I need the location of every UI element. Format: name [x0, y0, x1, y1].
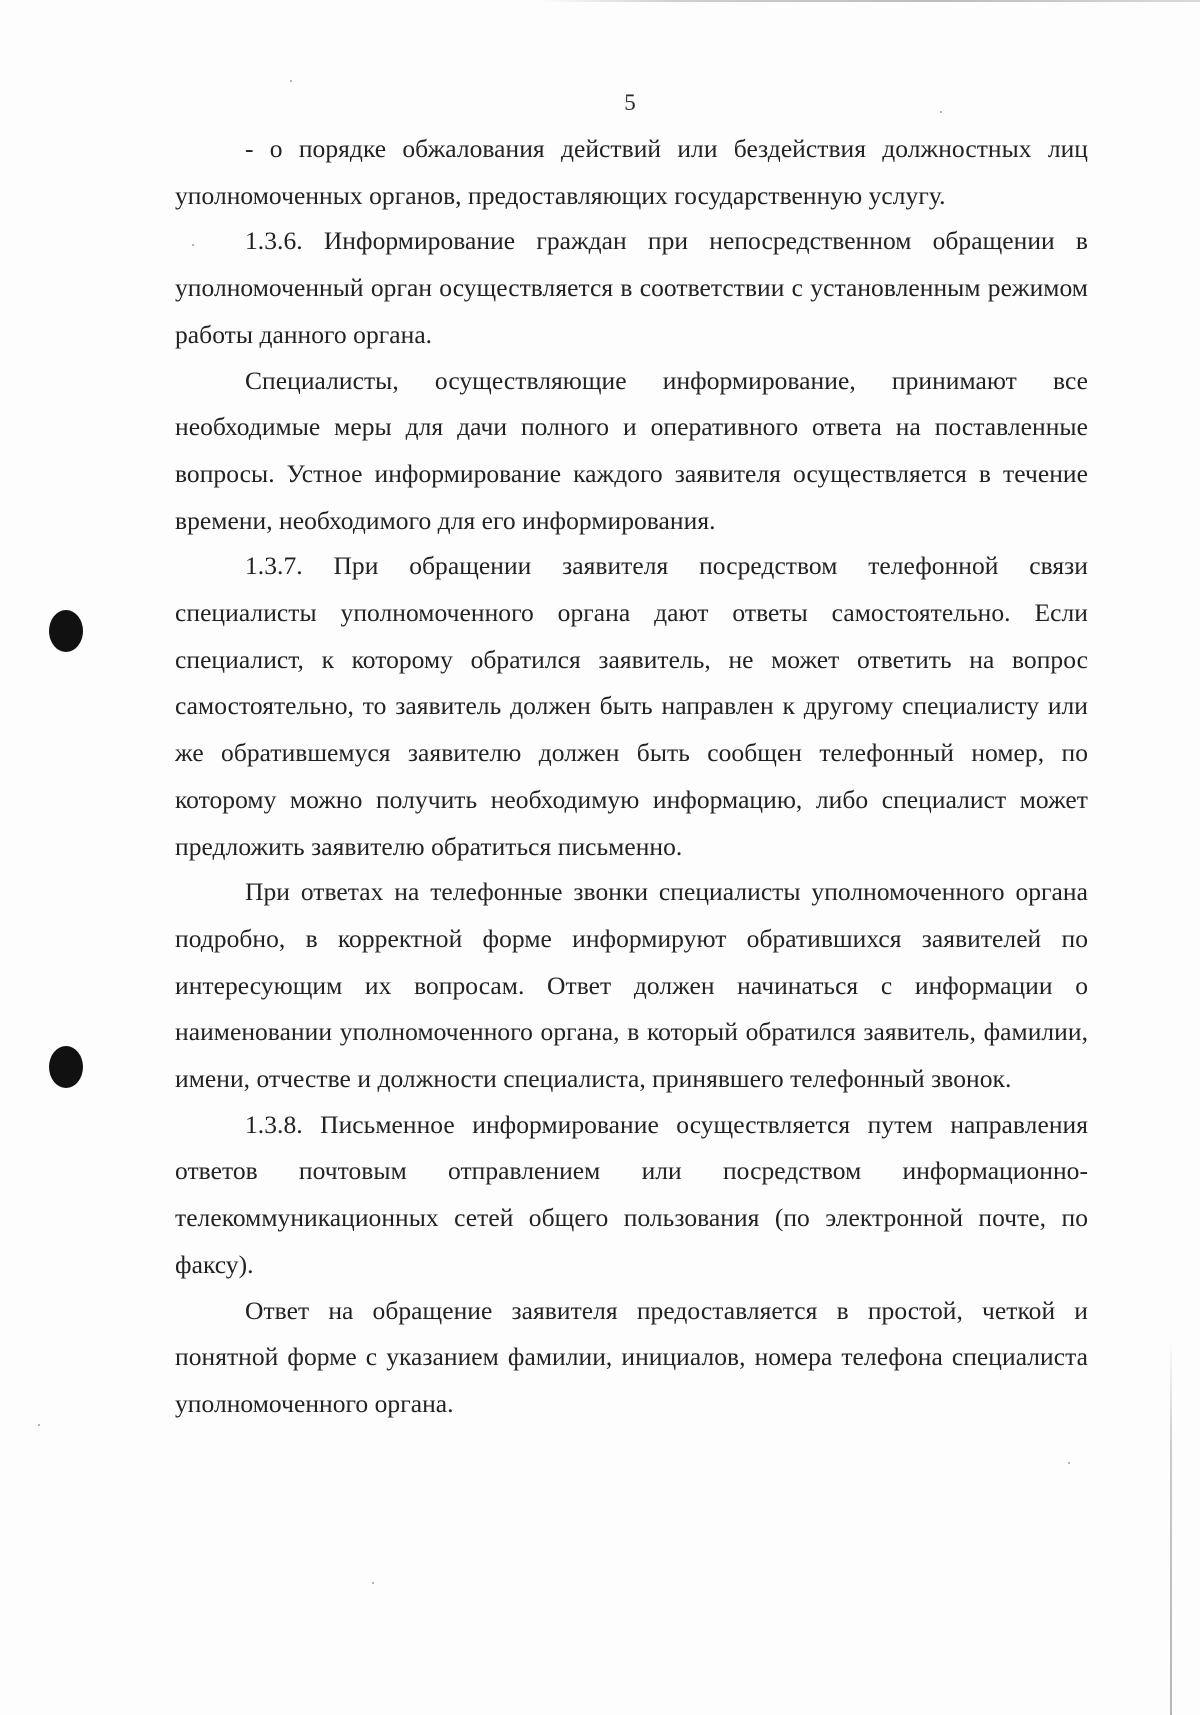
scan-edge-line-right [1170, 1340, 1172, 1715]
scan-edge-line [540, 0, 1200, 2]
scan-speck [38, 1424, 40, 1426]
punch-hole [49, 1046, 83, 1088]
page-number: 5 [624, 90, 636, 115]
paragraph-phone-calls: При ответах на телефонные звонки специалисты уполномоченного органа подробно, в корректной форме информируют обратившихся заявителей по интересующим их вопросам. Ответ должен начинаться с информации о наименовании уполномоченного органа, в который обратился заявитель, фамилии, имени, отчестве и должности специалиста, принявшего телефонный звонок. [175, 877, 1088, 1094]
scan-speck [290, 80, 292, 82]
scan-speck [1068, 1462, 1070, 1464]
scan-speck [372, 1582, 374, 1584]
paragraph-appeal-procedure: - о порядке обжалования действий или бездействия должностных лиц уполномоченных органов, предоставляющих государственную услугу. [175, 134, 1088, 210]
paragraph-1-3-6: 1.3.6. Информирование граждан при непосредственном обращении в уполномоченный орган осуществляется в соответствии с установленным режимом работы данного органа. [175, 226, 1088, 349]
paragraph-specialists-informing: Специалисты, осуществляющие информирование, принимают все необходимые меры для дачи полного и оперативного ответа на поставленные вопросы. Устное информирование каждого заявителя осуществляется в течение времени, необходимого для его информирования. [175, 365, 1088, 535]
paragraph-1-3-7: 1.3.7. При обращении заявителя посредством телефонной связи специалисты уполномоченного органа дают ответы самостоятельно. Если специалист, к которому обратился заявитель, не может ответить на вопрос самостоятельно, то заявитель должен быть направлен к другому специалисту или же обратившемуся заявителю должен быть сообщен телефонный номер, по которому можно получить необходимую информацию, либо специалист может предложить заявителю обратиться письменно. [175, 551, 1088, 861]
document-body [175, 126, 1088, 1427]
punch-hole [49, 610, 83, 652]
paragraph-1-3-8: 1.3.8. Письменное информирование осуществляется путем направления ответов почтовым отправлением или посредством информационно-телекоммуникационных сетей общего пользования (по электронной почте, по факсу). [175, 1109, 1088, 1279]
paragraph-response-form: Ответ на обращение заявителя предоставляется в простой, четкой и понятной форме с указанием фамилии, инициалов, номера телефона специалиста уполномоченного органа. [175, 1295, 1088, 1418]
